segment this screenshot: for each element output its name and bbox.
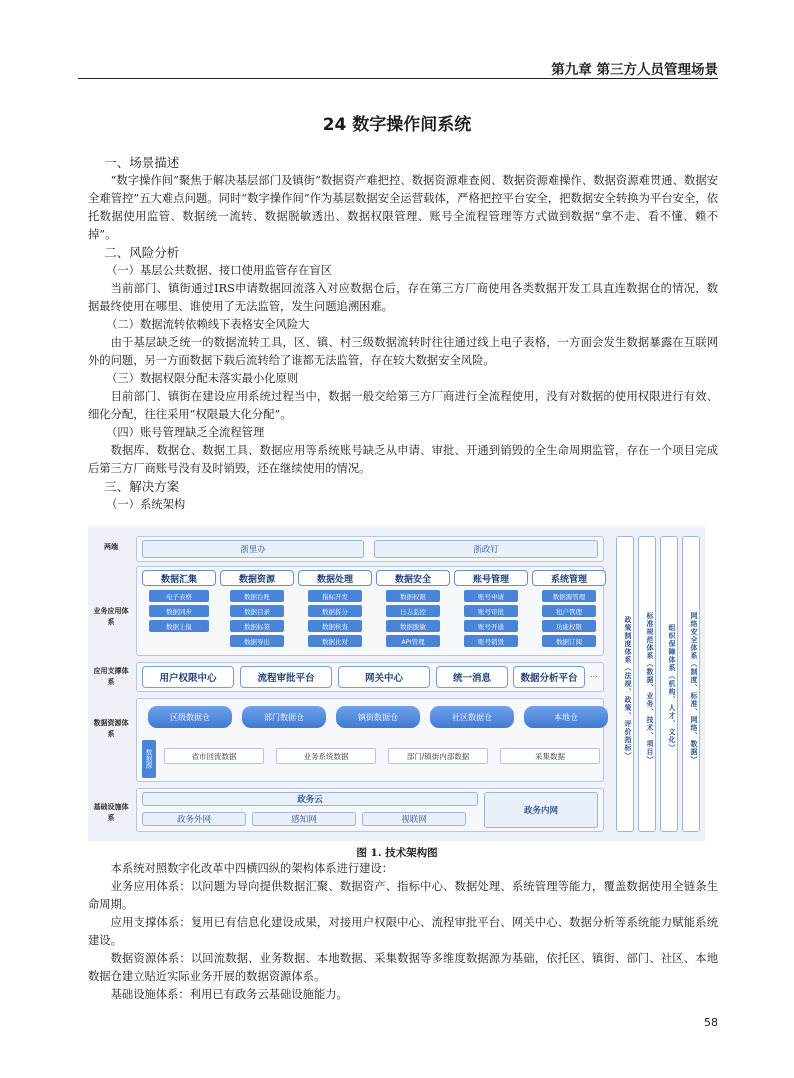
warehouse: 镇街数据仓 [336, 706, 420, 728]
section-heading: 三、解决方案 [104, 479, 180, 494]
module-item: 账号开通 [464, 620, 518, 632]
module-item: 账号销毁 [464, 635, 518, 647]
section-heading: 一、场景描述 [104, 155, 180, 170]
page-number: 58 [704, 1016, 718, 1029]
module-title: 数据资源 [220, 570, 294, 586]
page-title: 24 数字操作间系统 [322, 115, 472, 135]
paragraph: “数字操作间”聚焦于解决基层部门及镇街“数据资产难把控、数据资源难查阅、数据资源难操作、数据资源难贯通、数据安全难管控”五大难点问题。同时“数字操作间”作为基层数据安全运营载体，严格把控平台安全，把数据安全转换为平台安全，依托数据使用监管、数据统一流转、数据脱敏透出、数据权限管理、账号全流程管理等方式做到数据“拿不走、看不懂、赖不掉”。 [88, 174, 718, 241]
module-item: 电子表格 [149, 590, 209, 602]
paragraph: 基础设施体系：利用已有政务云基础设施能力。 [110, 988, 348, 1001]
module-item: 账号审批 [464, 605, 518, 617]
module-title: 数据安全 [376, 570, 450, 586]
support-more: ... [590, 670, 598, 679]
side-column: 网络安全体系（制度、标准、网络、数据） [682, 536, 700, 832]
module-item: 数据脱敏 [386, 620, 440, 632]
network: 视联网 [362, 812, 466, 826]
warehouse: 区级数据仓 [148, 706, 232, 728]
chapter-title: 第九章 第三方人员管理场景 [551, 62, 718, 78]
network: 政务外网 [142, 812, 246, 826]
end-zhezhengding: 浙政钉 [374, 540, 598, 558]
support-item: 网关中心 [338, 666, 430, 688]
source-tag: 数据源 [142, 740, 156, 778]
end-zheliban: 浙里办 [142, 540, 364, 558]
warehouse: 本地仓 [524, 706, 608, 728]
paragraph: 应用支撑体系：复用已有信息化建设成果，对接用户权限中心、流程审批平台、网关中心、数据分析等系统能力赋能系统建设。 [88, 916, 718, 947]
module-item: 数据导出 [230, 635, 284, 647]
row-label-infra: 基础设施体系 [93, 803, 129, 822]
module-item: API管理 [386, 635, 440, 647]
side-column: 组织保障体系（机构、人才、文化） [660, 536, 678, 832]
after-text [88, 860, 718, 1004]
side-column: 政策制度体系（法规、政策、评价指标） [616, 536, 634, 832]
paragraph: 由于基层缺乏统一的数据流转工具，区、镇、村三级数据流转时往往通过线上电子表格，一方面会发生数据暴露在互联网外的问题，另一方面数据下载后流转给了谁都无法监管，存在较大数据安全风险。 [88, 336, 718, 367]
paragraph: 数据库、数据仓、数据工具、数据应用等系统账号缺乏从申请、审批、开通到销毁的全生命周期监管，存在一个项目完成后第三方厂商账号没有及时销毁，还在继续使用的情况。 [88, 444, 718, 475]
data-source: 部门/镇街内部数据 [388, 748, 488, 764]
gov-cloud: 政务云 [142, 792, 478, 806]
subsection-heading: （一）基层公共数据、接口使用监管存在盲区 [106, 264, 333, 277]
row-label-data: 数据资源体系 [93, 719, 129, 738]
module-item: 数据核查 [308, 620, 362, 632]
module-item: 数据目录 [230, 605, 284, 617]
module-item: 数据权限 [386, 590, 440, 602]
figure-caption: 图 1. 技术架构图 [356, 847, 438, 859]
warehouse: 部门数据仓 [242, 706, 326, 728]
data-source: 采集数据 [500, 748, 600, 764]
row-label-ends: 两端 [104, 543, 118, 551]
paragraph: 目前部门、镇街在建设应用系统过程当中，数据一般交给第三方厂商进行全流程使用，没有对数据的使用权限进行有效、细化分配，往往采用“权限最大化分配”。 [88, 390, 718, 421]
warehouse: 社区数据仓 [430, 706, 514, 728]
paragraph: 本系统对照数字化改革中四横四纵的架构体系进行建设： [110, 862, 394, 875]
gov-intranet: 政务内网 [484, 792, 598, 828]
module-item: 数据台账 [230, 590, 284, 602]
module-item: 数据上报 [149, 620, 209, 632]
architecture-diagram [88, 526, 705, 841]
row-label-support: 应用支撑体系 [93, 667, 129, 686]
support-item: 统一消息 [436, 666, 508, 688]
module-item: 数据同步 [149, 605, 209, 617]
subsection-heading: （二）数据流转依赖线下表格安全风险大 [106, 318, 310, 331]
support-item: 数据分析平台 [513, 666, 585, 688]
module-item: 指标开发 [308, 590, 362, 602]
data-source: 业务系统数据 [276, 748, 376, 764]
paragraph: 当前部门、镇街通过IRS申请数据回流落入对应数据仓后，存在第三方厂商使用各类数据开发工具直连数据仓的情况，数据最终使用在哪里、谁使用了无法监管，发生问题追溯困难。 [88, 282, 718, 313]
module-item: 日志监控 [386, 605, 440, 617]
main-text [88, 154, 718, 514]
network: 感知网 [252, 812, 356, 826]
module-item: 租户管理 [542, 605, 596, 617]
support-item: 用户权限中心 [142, 666, 234, 688]
module-item: 功能权限 [542, 620, 596, 632]
paragraph: 数据资源体系：以回流数据、业务数据、本地数据、采集数据等多维度数据源为基础，依托区、镇街、部门、社区、本地数据仓建立贴近实际业务开展的数据资源体系。 [88, 952, 718, 983]
side-column: 标准规范体系（数据、业务、技术、项目） [638, 536, 656, 832]
support-item: 流程审批平台 [240, 666, 332, 688]
module-item: 数据源管理 [542, 590, 596, 602]
subsection-heading: （一）系统架构 [106, 498, 186, 511]
section-heading: 二、风险分析 [104, 245, 180, 260]
data-source: 省市回流数据 [164, 748, 264, 764]
subsection-heading: （三）数据权限分配未落实最小化原则 [106, 372, 299, 385]
module-item: 账号申请 [464, 590, 518, 602]
module-item: 数据比对 [308, 635, 362, 647]
paragraph: 业务应用体系：以问题为导向提供数据汇聚、数据资产、指标中心、数据处理、系统管理等能力，覆盖数据使用全链条生命周期。 [88, 880, 718, 911]
module-title: 账号管理 [454, 570, 528, 586]
module-title: 数据处理 [298, 570, 372, 586]
module-item: 数据订阅 [542, 635, 596, 647]
row-label-business: 业务应用体系 [93, 607, 129, 626]
module-title: 系统管理 [532, 570, 606, 586]
module-title: 数据汇集 [142, 570, 216, 586]
module-item: 数据拆分 [308, 605, 362, 617]
subsection-heading: （四）账号管理缺乏全流程管理 [106, 426, 265, 439]
module-item: 数据标签 [230, 620, 284, 632]
page-header [78, 58, 718, 79]
